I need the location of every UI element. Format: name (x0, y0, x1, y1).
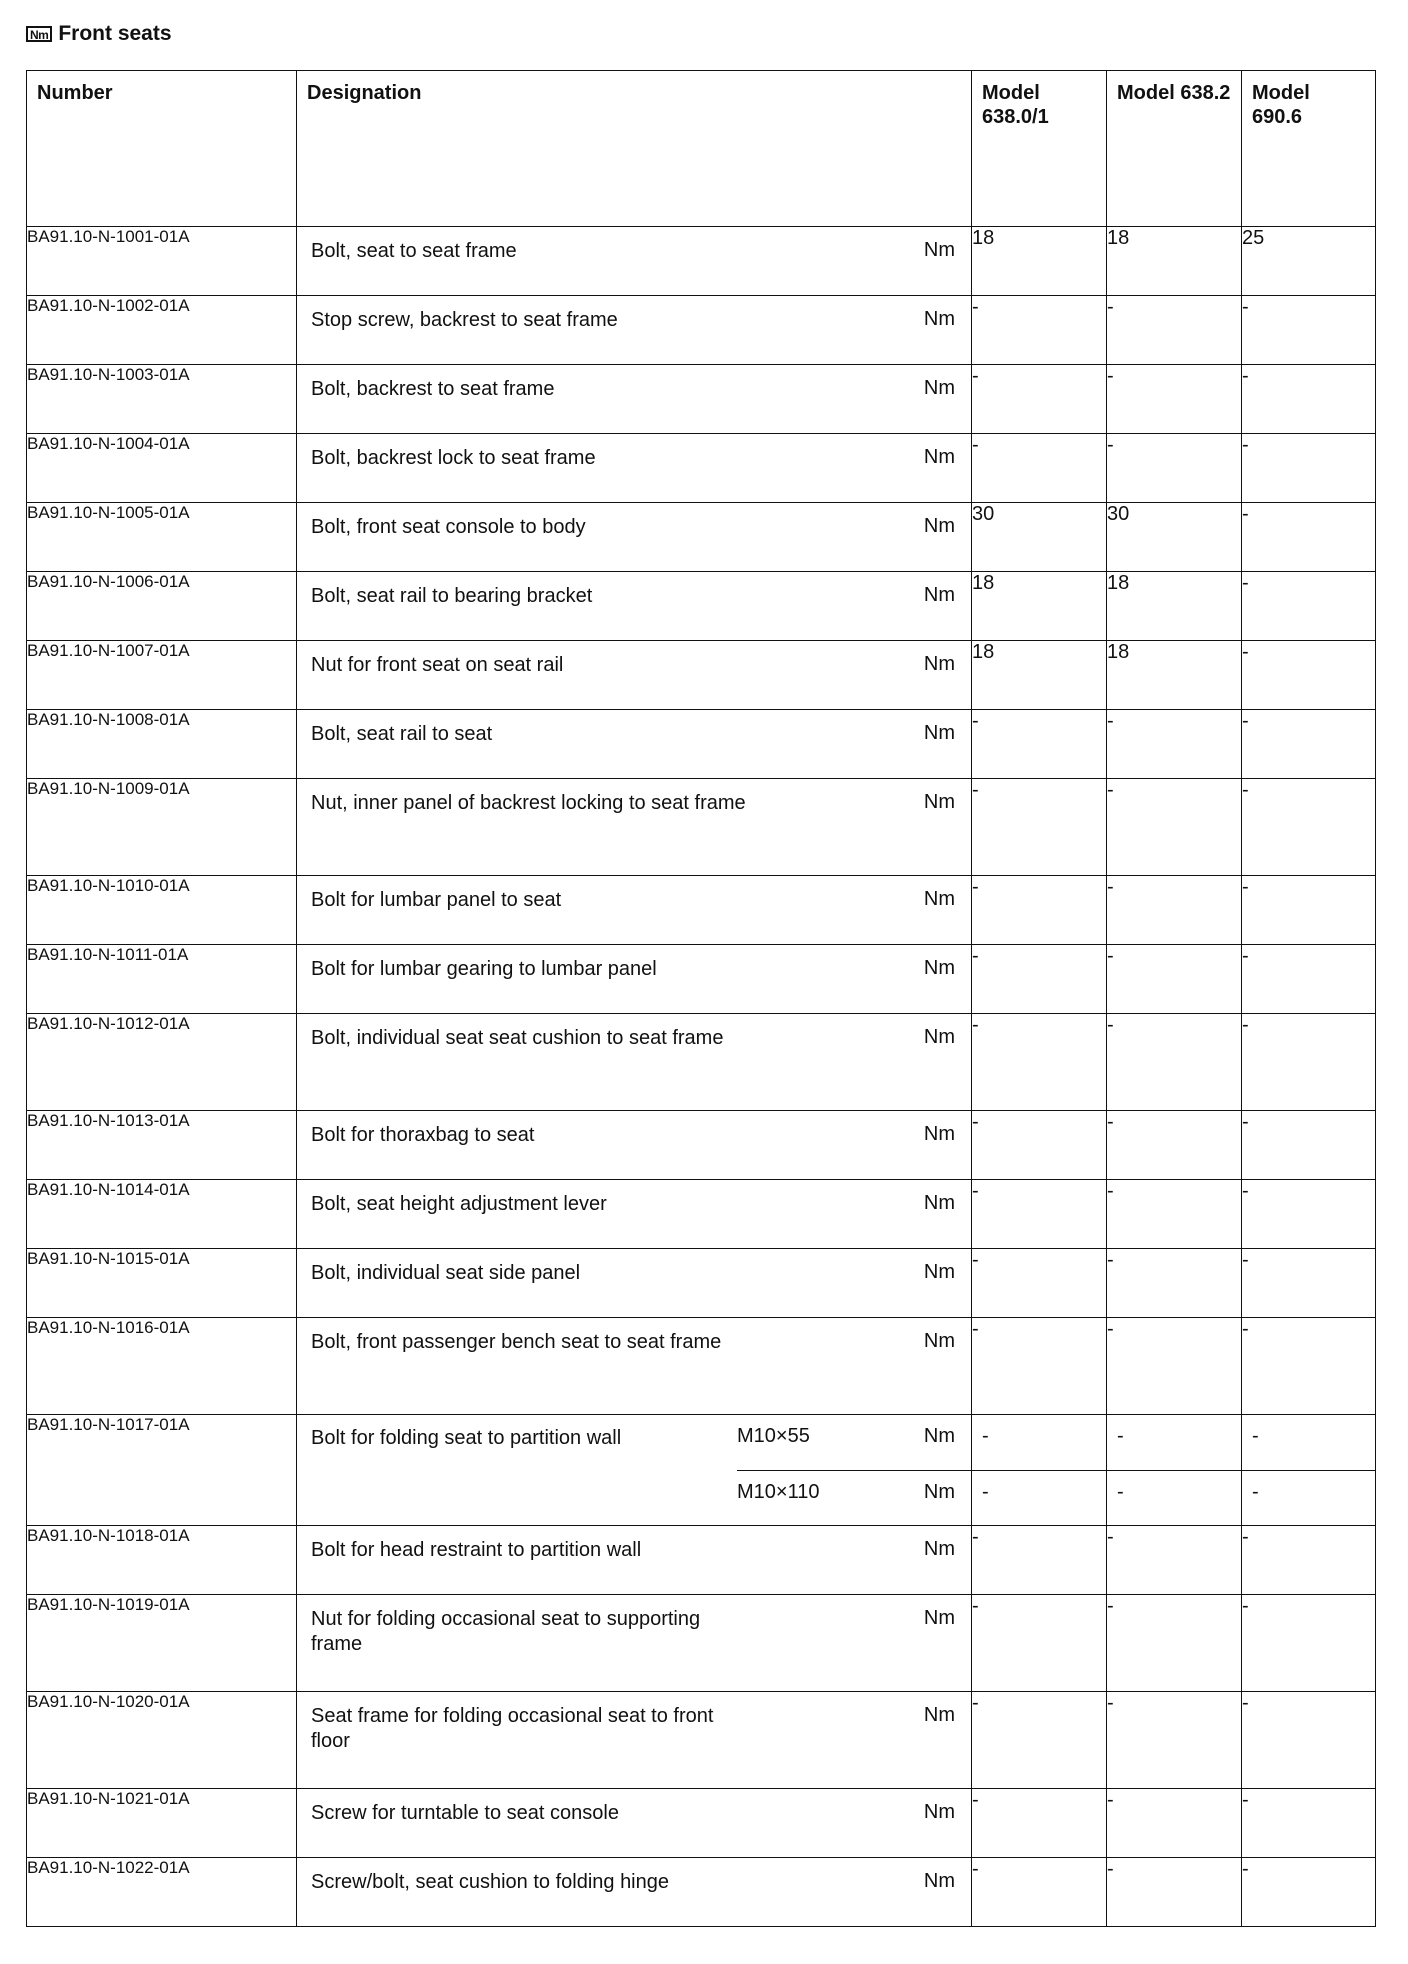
torque-value-model-1: - (972, 1858, 1107, 1927)
part-number: BA91.10-N-1015-01A (27, 1249, 297, 1318)
part-number: BA91.10-N-1006-01A (27, 572, 297, 641)
designation-text: Bolt, individual seat seat cushion to seat frame (311, 1027, 724, 1049)
table-row (27, 227, 1376, 296)
column-header-model-1: Model 638.0/1 (972, 71, 1107, 227)
unit-label: Nm (923, 1123, 955, 1145)
torque-value-model-1: - (972, 1595, 1107, 1692)
torque-value-model-3: - (1242, 1249, 1376, 1318)
designation-cell (297, 1249, 972, 1318)
torque-value-model-3: - (1242, 503, 1376, 572)
page-title: Front seats (58, 22, 172, 45)
torque-value-model-1: - (972, 710, 1107, 779)
table-row (27, 1526, 1376, 1595)
table-row (27, 1595, 1376, 1692)
designation-cell (297, 434, 972, 503)
torque-value-model-2: - (1107, 1692, 1242, 1789)
unit-label: Nm (923, 446, 955, 468)
torque-value-model-1: - (972, 1014, 1107, 1111)
designation-cell (297, 1180, 972, 1249)
unit-label: Nm (923, 1704, 955, 1726)
torque-value-model-2: - (1107, 1111, 1242, 1180)
torque-value-model-1: - (972, 779, 1107, 876)
unit-label: Nm (923, 1801, 955, 1823)
torque-value-model-2 (1107, 1415, 1242, 1526)
torque-value-model-1: - (972, 1526, 1107, 1595)
designation-text: Bolt for folding seat to partition wall (311, 1427, 622, 1449)
torque-value-model-2: - (1107, 1526, 1242, 1595)
table-row (27, 503, 1376, 572)
torque-value-model-1: 18 (972, 572, 1107, 641)
table-row (27, 779, 1376, 876)
designation-cell (297, 1692, 972, 1789)
torque-value-model-1 (972, 1415, 1107, 1526)
torque-value: - (1252, 1425, 1259, 1447)
torque-value-model-3: - (1242, 1111, 1376, 1180)
designation-cell (297, 503, 972, 572)
part-number: BA91.10-N-1014-01A (27, 1180, 297, 1249)
designation-cell (297, 641, 972, 710)
torque-value-model-2: 18 (1107, 572, 1242, 641)
bolt-size-line (737, 1470, 971, 1525)
torque-value-model-2: - (1107, 710, 1242, 779)
torque-value-model-3: - (1242, 1318, 1376, 1415)
part-number: BA91.10-N-1008-01A (27, 710, 297, 779)
designation-text: Bolt for head restraint to partition wall (311, 1539, 642, 1561)
torque-value-model-3: - (1242, 1595, 1376, 1692)
designation-cell (297, 296, 972, 365)
table-row (27, 1014, 1376, 1111)
torque-value: - (1117, 1425, 1124, 1447)
torque-value-model-3: - (1242, 1692, 1376, 1789)
torque-value-model-1: - (972, 876, 1107, 945)
table-row (27, 945, 1376, 1014)
torque-value-model-3 (1242, 1415, 1376, 1526)
part-number: BA91.10-N-1009-01A (27, 779, 297, 876)
torque-value-model-2: - (1107, 1789, 1242, 1858)
designation-cell (297, 945, 972, 1014)
part-number: BA91.10-N-1013-01A (27, 1111, 297, 1180)
part-number: BA91.10-N-1005-01A (27, 503, 297, 572)
unit-label: Nm (923, 1425, 955, 1447)
unit-label: Nm (923, 1607, 955, 1629)
designation-text: Bolt, front passenger bench seat to seat frame (311, 1331, 722, 1353)
part-number: BA91.10-N-1018-01A (27, 1526, 297, 1595)
torque-value-model-1: - (972, 296, 1107, 365)
torque-value-model-3: - (1242, 1526, 1376, 1595)
torque-value-model-2: - (1107, 296, 1242, 365)
unit-label: Nm (923, 722, 955, 744)
part-number: BA91.10-N-1004-01A (27, 434, 297, 503)
torque-value-model-3: - (1242, 296, 1376, 365)
bolt-size: M10×55 (737, 1425, 810, 1447)
designation-text: Bolt for lumbar panel to seat (311, 889, 562, 911)
torque-value-model-2: - (1107, 434, 1242, 503)
table-row (27, 710, 1376, 779)
unit-label: Nm (923, 1261, 955, 1283)
unit-label: Nm (923, 239, 955, 261)
torque-value-model-3: - (1242, 1789, 1376, 1858)
designation-text: Screw for turntable to seat console (311, 1802, 619, 1824)
column-header-number: Number (27, 71, 297, 227)
designation-text: Stop screw, backrest to seat frame (311, 309, 618, 331)
designation-cell (297, 572, 972, 641)
part-number: BA91.10-N-1019-01A (27, 1595, 297, 1692)
torque-value-model-1: - (972, 1249, 1107, 1318)
unit-label: Nm (923, 791, 955, 813)
designation-text: Bolt, seat rail to seat (311, 723, 493, 745)
designation-text: Bolt, individual seat side panel (311, 1262, 581, 1284)
torque-value-model-2: - (1107, 876, 1242, 945)
torque-value-model-3: - (1242, 1858, 1376, 1927)
unit-label: Nm (923, 584, 955, 606)
table-row (27, 296, 1376, 365)
designation-text: Bolt, front seat console to body (311, 516, 586, 538)
torque-value-model-3: - (1242, 365, 1376, 434)
designation-text: Bolt, seat to seat frame (311, 240, 517, 262)
torque-value-model-1: 18 (972, 227, 1107, 296)
table-row (27, 1249, 1376, 1318)
torque-value-model-1: - (972, 1789, 1107, 1858)
table-row (27, 641, 1376, 710)
torque-value-model-2: - (1107, 1858, 1242, 1927)
bolt-size-line (737, 1415, 971, 1470)
torque-value-model-2: - (1107, 779, 1242, 876)
designation-text: Nut, inner panel of backrest locking to seat frame (311, 792, 746, 814)
column-header-model-2: Model 638.2 (1107, 71, 1242, 227)
torque-value-model-3: - (1242, 710, 1376, 779)
designation-cell (297, 1789, 972, 1858)
part-number: BA91.10-N-1012-01A (27, 1014, 297, 1111)
designation-text: Bolt for lumbar gearing to lumbar panel (311, 958, 657, 980)
bolt-size: M10×110 (737, 1481, 820, 1503)
torque-value-model-1: - (972, 1318, 1107, 1415)
torque-value-model-2: - (1107, 1249, 1242, 1318)
table-row-split (27, 1415, 1376, 1526)
designation-text: Screw/bolt, seat cushion to folding hinge (311, 1871, 669, 1893)
part-number: BA91.10-N-1016-01A (27, 1318, 297, 1415)
table-row (27, 1858, 1376, 1927)
designation-cell (297, 365, 972, 434)
torque-value-model-2: 30 (1107, 503, 1242, 572)
column-header-model-3: Model 690.6 (1242, 71, 1376, 227)
part-number: BA91.10-N-1010-01A (27, 876, 297, 945)
table-row (27, 1111, 1376, 1180)
designation-text: Bolt, seat rail to bearing bracket (311, 585, 593, 607)
designation-cell (297, 876, 972, 945)
torque-value-model-1: - (972, 945, 1107, 1014)
designation-cell (297, 227, 972, 296)
torque-value-model-2: 18 (1107, 641, 1242, 710)
part-number: BA91.10-N-1017-01A (27, 1415, 297, 1526)
torque-value-model-2: - (1107, 1180, 1242, 1249)
unit-label: Nm (923, 515, 955, 537)
torque-value-model-3: 25 (1242, 227, 1376, 296)
designation-text: Nut for front seat on seat rail (311, 654, 564, 676)
table-header-row (27, 71, 1376, 227)
torque-value-model-3: - (1242, 1180, 1376, 1249)
torque-value-model-1: - (972, 1180, 1107, 1249)
designation-text: Bolt for thoraxbag to seat (311, 1124, 535, 1146)
designation-text: Nut for folding occasional seat to supporting frame (311, 1608, 701, 1655)
designation-text: Seat frame for folding occasional seat to front floor (311, 1705, 714, 1752)
unit-label: Nm (923, 1192, 955, 1214)
part-number: BA91.10-N-1002-01A (27, 296, 297, 365)
part-number: BA91.10-N-1003-01A (27, 365, 297, 434)
designation-text: Bolt, seat height adjustment lever (311, 1193, 607, 1215)
torque-value-model-3: - (1242, 779, 1376, 876)
torque-value-model-2: - (1107, 1595, 1242, 1692)
page-heading (26, 22, 172, 46)
unit-label: Nm (923, 888, 955, 910)
unit-label: Nm (923, 1870, 955, 1892)
part-number: BA91.10-N-1022-01A (27, 1858, 297, 1927)
unit-label: Nm (923, 308, 955, 330)
torque-value: - (1242, 1470, 1375, 1525)
torque-value-model-3: - (1242, 1014, 1376, 1111)
part-number: BA91.10-N-1007-01A (27, 641, 297, 710)
torque-value-model-1: - (972, 365, 1107, 434)
designation-cell (297, 1595, 972, 1692)
table-row (27, 365, 1376, 434)
column-header-designation: Designation (297, 71, 972, 227)
designation-cell (297, 779, 972, 876)
designation-cell (297, 1415, 972, 1526)
torque-value-model-2: 18 (1107, 227, 1242, 296)
unit-label: Nm (923, 377, 955, 399)
torque-value-model-3: - (1242, 945, 1376, 1014)
designation-cell (297, 1858, 972, 1927)
torque-value: - (982, 1425, 989, 1447)
torque-value-model-2: - (1107, 1014, 1242, 1111)
table-row (27, 572, 1376, 641)
unit-label: Nm (923, 653, 955, 675)
table-row (27, 876, 1376, 945)
torque-value-model-1: 18 (972, 641, 1107, 710)
torque-value-model-2: - (1107, 365, 1242, 434)
torque-value-model-1: - (972, 1111, 1107, 1180)
table-row (27, 1180, 1376, 1249)
table-row (27, 1789, 1376, 1858)
part-number: BA91.10-N-1021-01A (27, 1789, 297, 1858)
designation-cell (297, 710, 972, 779)
unit-label: Nm (923, 1026, 955, 1048)
designation-cell (297, 1014, 972, 1111)
unit-label: Nm (923, 1538, 955, 1560)
part-number: BA91.10-N-1020-01A (27, 1692, 297, 1789)
designation-text: Bolt, backrest lock to seat frame (311, 447, 596, 469)
torque-value: - (972, 1470, 1106, 1525)
designation-cell (297, 1526, 972, 1595)
table-row (27, 434, 1376, 503)
torque-value-model-2: - (1107, 1318, 1242, 1415)
torque-value-model-3: - (1242, 641, 1376, 710)
unit-label: Nm (923, 957, 955, 979)
torque-nm-icon: Nm (26, 26, 52, 42)
torque-value: - (1107, 1470, 1241, 1525)
designation-cell (297, 1111, 972, 1180)
torque-value-model-1: - (972, 434, 1107, 503)
unit-label: Nm (923, 1330, 955, 1352)
torque-value-model-2: - (1107, 945, 1242, 1014)
designation-cell (297, 1318, 972, 1415)
torque-value-model-3: - (1242, 572, 1376, 641)
torque-value-model-1: 30 (972, 503, 1107, 572)
unit-label: Nm (923, 1481, 955, 1503)
part-number: BA91.10-N-1011-01A (27, 945, 297, 1014)
torque-value-model-3: - (1242, 876, 1376, 945)
table-row (27, 1318, 1376, 1415)
part-number: BA91.10-N-1001-01A (27, 227, 297, 296)
torque-table (26, 70, 1376, 1927)
designation-text: Bolt, backrest to seat frame (311, 378, 555, 400)
table-row (27, 1692, 1376, 1789)
torque-value-model-1: - (972, 1692, 1107, 1789)
torque-value-model-3: - (1242, 434, 1376, 503)
